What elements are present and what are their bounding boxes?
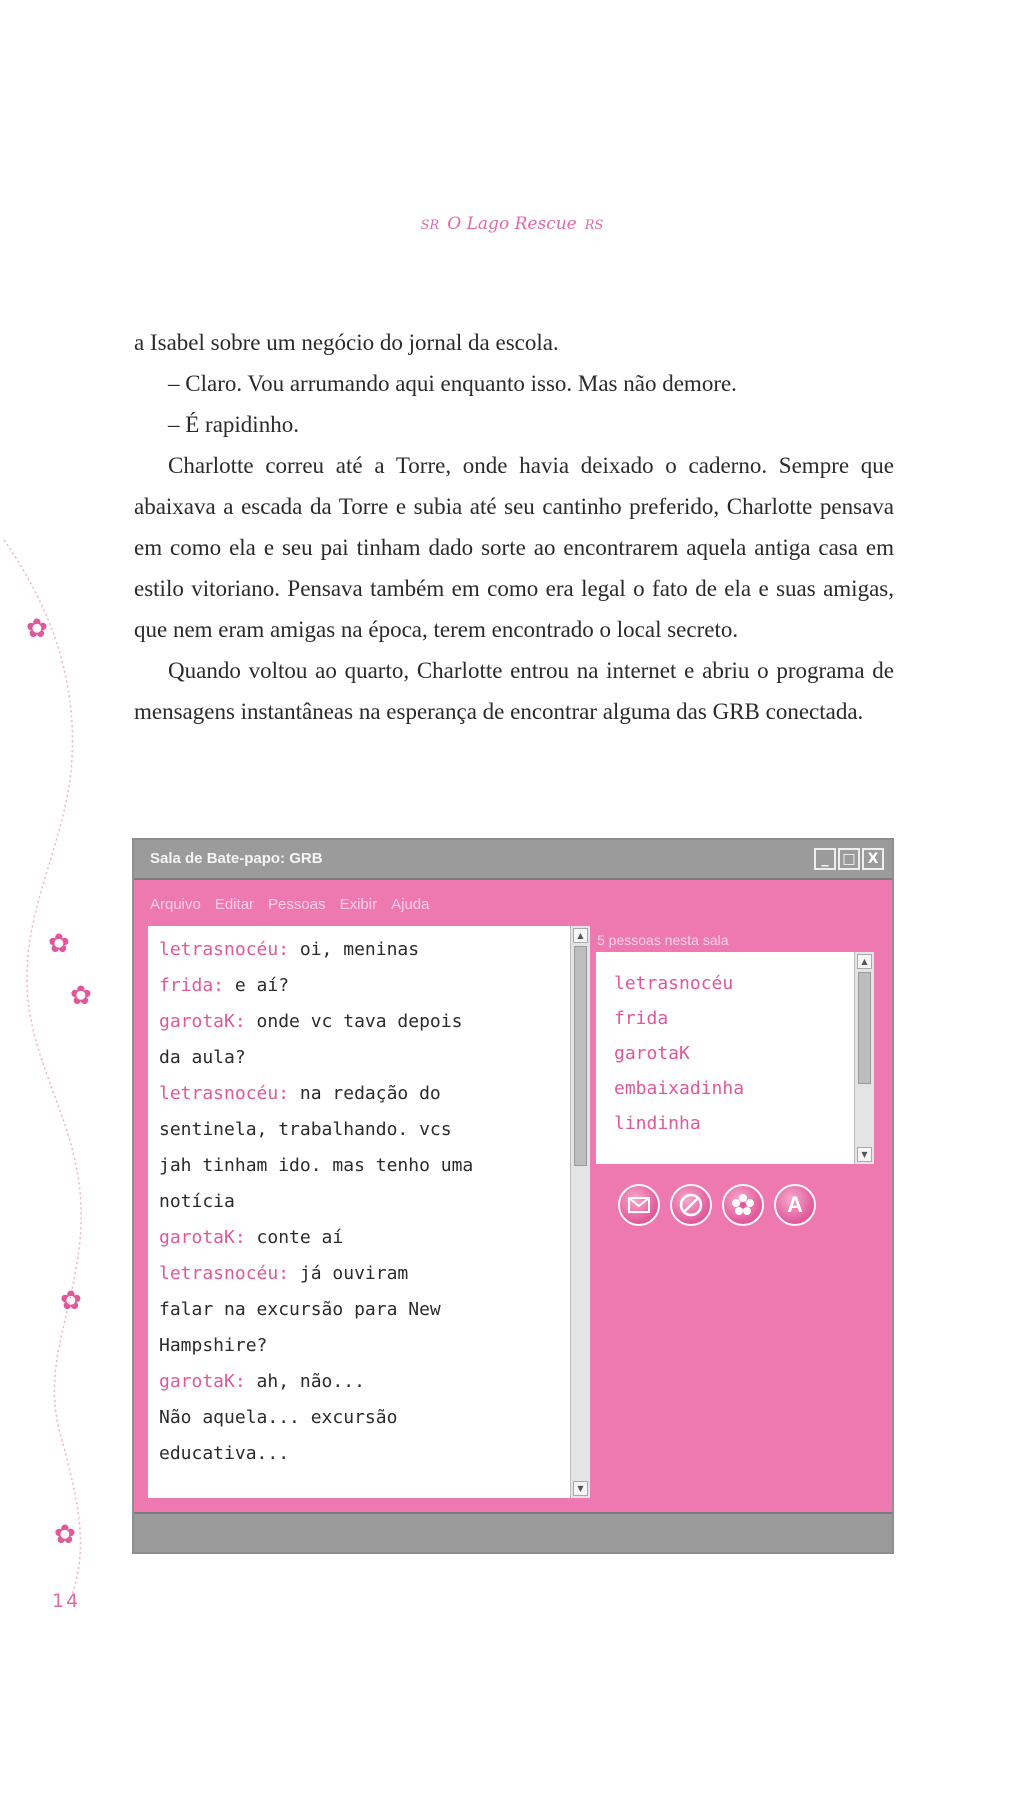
scroll-up-icon[interactable]: ▲ xyxy=(573,928,588,943)
people-scrollbar[interactable] xyxy=(854,952,874,1164)
menu-pessoas[interactable]: Pessoas xyxy=(268,896,326,913)
page-number: 14 xyxy=(52,1590,81,1612)
envelope-icon[interactable] xyxy=(618,1184,660,1226)
chat-message xyxy=(159,1184,559,1220)
menu-arquivo[interactable]: Arquivo xyxy=(150,896,201,913)
person-item[interactable]: embaixadinha xyxy=(614,1078,745,1099)
flower-icon: ✿ xyxy=(26,614,48,644)
action-buttons xyxy=(618,1184,816,1226)
person-item[interactable]: garotaK xyxy=(614,1043,690,1064)
window-controls xyxy=(814,848,884,870)
chat-nick: letrasnocéu: xyxy=(159,939,290,960)
flower-icon: ✿ xyxy=(48,929,70,959)
chat-text: na redação do xyxy=(289,1083,441,1104)
scroll-up-icon[interactable]: ▲ xyxy=(857,954,872,969)
paragraph: a Isabel sobre um negócio do jornal da escola. xyxy=(134,330,559,355)
chat-nick: letrasnocéu: xyxy=(159,1083,290,1104)
header-ornament-right: RS xyxy=(584,218,604,233)
scroll-down-icon[interactable]: ▼ xyxy=(573,1481,588,1496)
maximize-button[interactable]: □ xyxy=(838,848,860,870)
chat-nick: letrasnocéu: xyxy=(159,1263,290,1284)
book-title: O Lago Rescue xyxy=(447,214,577,234)
paragraph: – Claro. Vou arrumando aqui enquanto isso. Mas não demore. xyxy=(168,371,737,396)
chat-text: onde vc tava depois xyxy=(245,1011,463,1032)
scroll-thumb[interactable] xyxy=(574,946,587,1166)
chat-message xyxy=(159,1256,559,1292)
chat-message xyxy=(159,932,559,968)
paragraph: Charlotte correu até a Torre, onde havia deixado o caderno. Sempre que abaixava a escada da Torre e subia até seu cantinho preferido, Charlotte pensava em como ela e seu pai tinham dado sorte ao encontrarem aquela antiga casa em estilo vitoriano. Pensava também em como era legal o fato de ela e suas amigas, que nem eram amigas na época, terem encontrado o local secreto. xyxy=(134,453,894,642)
chat-message xyxy=(159,1436,559,1472)
close-button[interactable]: X xyxy=(862,848,884,870)
person-item[interactable]: frida xyxy=(614,1008,669,1029)
person-item[interactable]: letrasnocéu xyxy=(614,973,734,994)
chat-text: da aula? xyxy=(159,1047,246,1068)
chat-nick: frida: xyxy=(159,975,225,996)
flower-icon: ✿ xyxy=(60,1286,82,1316)
chat-message xyxy=(159,1112,559,1148)
chat-text: já ouviram xyxy=(289,1263,409,1284)
chat-nick: garotaK: xyxy=(159,1371,246,1392)
font-button-label: A xyxy=(787,1192,803,1217)
window-titlebar[interactable] xyxy=(134,840,892,880)
chat-lines xyxy=(159,932,559,1472)
vine-decoration xyxy=(0,540,100,1600)
chat-message xyxy=(159,1004,559,1040)
chat-text: notícia xyxy=(159,1191,235,1212)
chat-text: oi, meninas xyxy=(289,939,420,960)
window-title: Sala de Bate-papo: GRB xyxy=(150,850,323,867)
flower-icon: ✿ xyxy=(54,1520,76,1550)
chat-text: Não aquela... excursão xyxy=(159,1407,398,1428)
chat-scrollbar[interactable] xyxy=(570,926,590,1498)
chat-message xyxy=(159,1220,559,1256)
font-icon[interactable] xyxy=(774,1184,816,1226)
flower-icon[interactable] xyxy=(722,1184,764,1226)
chat-message xyxy=(159,968,559,1004)
paragraph: Quando voltou ao quarto, Charlotte entrou na internet e abriu o programa de mensagens instantâneas na esperança de encontrar alguma das GRB conectada. xyxy=(134,658,894,724)
chat-text: ah, não... xyxy=(245,1371,365,1392)
chat-message xyxy=(159,1040,559,1076)
chat-nick: garotaK: xyxy=(159,1011,246,1032)
scroll-down-icon[interactable]: ▼ xyxy=(857,1147,872,1162)
chat-text: e aí? xyxy=(224,975,290,996)
chat-transcript[interactable] xyxy=(148,926,590,1498)
chat-message xyxy=(159,1328,559,1364)
menu-ajuda[interactable]: Ajuda xyxy=(391,896,430,913)
paragraph: – É rapidinho. xyxy=(168,412,299,437)
status-bar xyxy=(134,1512,892,1552)
chat-message xyxy=(159,1364,559,1400)
chat-text: sentinela, trabalhando. vcs xyxy=(159,1119,452,1140)
chat-text: falar na excursão para New xyxy=(159,1299,441,1320)
body-text xyxy=(134,322,894,732)
menu-exibir[interactable]: Exibir xyxy=(339,896,378,913)
chat-nick: garotaK: xyxy=(159,1227,246,1248)
chat-window xyxy=(132,838,894,1554)
chat-text: educativa... xyxy=(159,1443,290,1464)
chat-message xyxy=(159,1400,559,1436)
flower-icon: ✿ xyxy=(70,981,92,1011)
person-item[interactable]: lindinha xyxy=(614,1113,701,1134)
minimize-button[interactable]: _ xyxy=(814,848,836,870)
chat-text: jah tinham ido. mas tenho uma xyxy=(159,1155,474,1176)
people-list xyxy=(596,952,874,1164)
people-count: 5 pessoas nesta sala xyxy=(597,932,729,948)
block-icon[interactable] xyxy=(670,1184,712,1226)
menu-editar[interactable]: Editar xyxy=(214,896,255,913)
chat-text: conte aí xyxy=(245,1227,344,1248)
chat-message xyxy=(159,1076,559,1112)
running-header xyxy=(0,214,1024,234)
chat-message xyxy=(159,1148,559,1184)
people-entries xyxy=(614,966,744,1141)
header-ornament-left: SR xyxy=(420,218,440,233)
scroll-thumb[interactable] xyxy=(858,972,871,1084)
chat-message xyxy=(159,1292,559,1328)
menu-bar xyxy=(150,896,429,913)
chat-text: Hampshire? xyxy=(159,1335,268,1356)
